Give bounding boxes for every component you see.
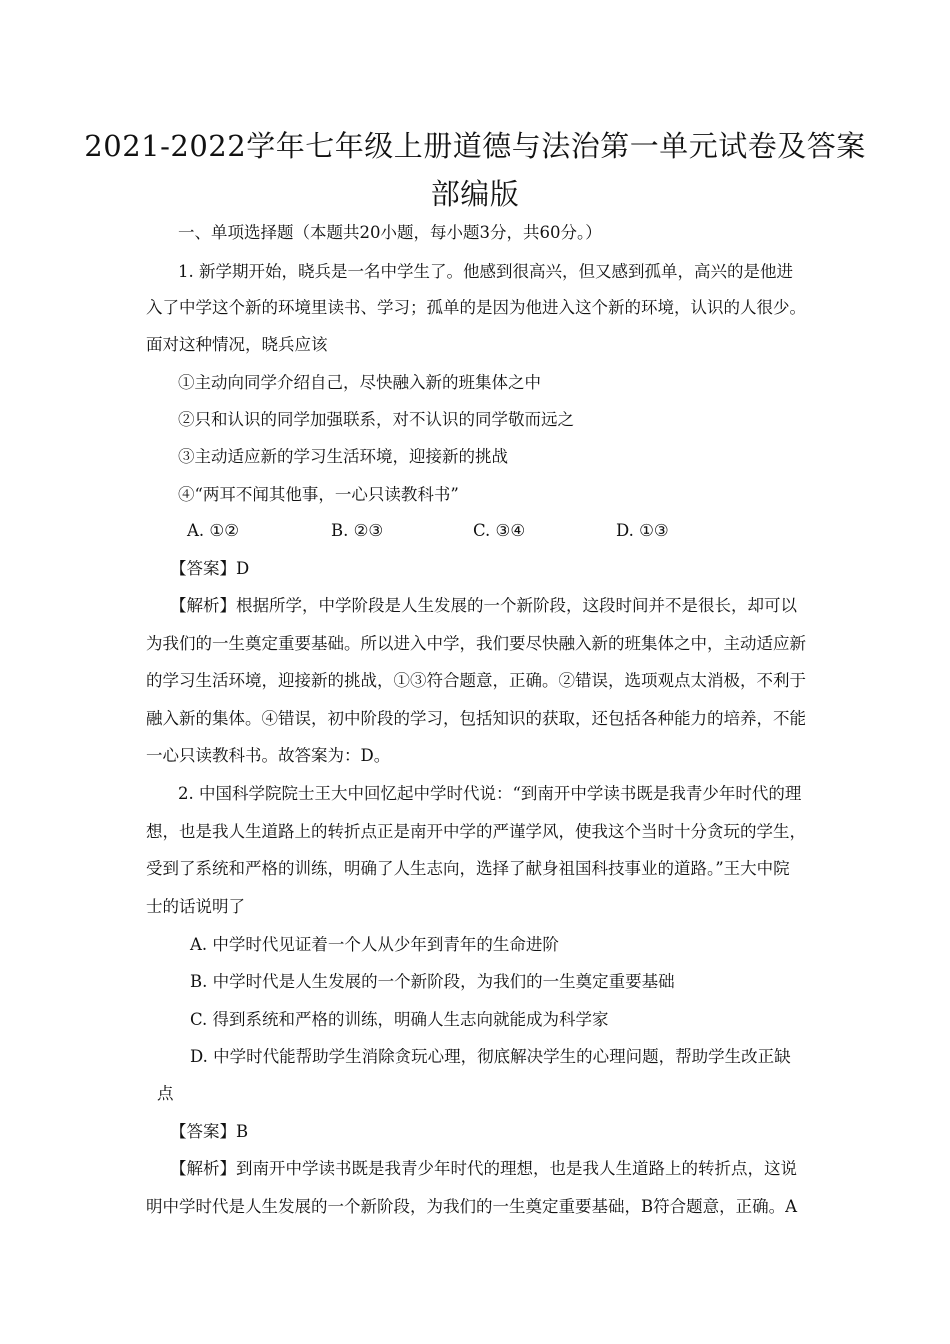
q1-option-a: A. ①② (187, 521, 239, 540)
q1-analysis-line3: 的学习生活环境，迎接新的挑战，①③符合题意，正确。②错误，选项观点太消极，不利于 (146, 671, 806, 690)
q2-option-a: A. 中学时代见证着一个人从少年到青年的生命进阶 (190, 935, 559, 954)
doc-title-line2: 部编版 (430, 177, 520, 211)
q2-option-d-line2: 点 (157, 1084, 174, 1103)
q1-item-2: ②只和认识的同学加强联系，对不认识的同学敬而远之 (178, 410, 574, 429)
q2-option-b: B. 中学时代是人生发展的一个新阶段，为我们的一生奠定重要基础 (190, 972, 675, 991)
q1-option-d: D. ①③ (616, 521, 669, 540)
q1-analysis-line2: 为我们的一生奠定重要基础。所以进入中学，我们要尽快融入新的班集体之中，主动适应新 (146, 634, 806, 653)
q1-item-4: ④“两耳不闻其他事，一心只读教科书” (178, 485, 459, 504)
q1-stem-line3: 面对这种情况，晓兵应该 (146, 335, 328, 354)
q1-analysis-line4: 融入新的集体。④错误，初中阶段的学习，包括知识的获取，还包括各种能力的培养，不能 (146, 709, 806, 728)
q2-stem-line3: 受到了系统和严格的训练，明确了人生志向，选择了献身祖国科技事业的道路。”王大中院 (146, 859, 790, 878)
q2-answer: 【答案】B (170, 1122, 249, 1141)
doc-title-line1: 2021-2022学年七年级上册道德与法治第一单元试卷及答案 (84, 129, 866, 163)
q1-analysis-line5: 一心只读教科书。故答案为：D。 (146, 746, 391, 765)
q2-stem-line4: 士的话说明了 (146, 897, 245, 916)
q2-stem-line2: 想，也是我人生道路上的转折点正是南开中学的严谨学风，使我这个当时十分贪玩的学生， (146, 822, 806, 841)
q1-option-c: C. ③④ (473, 521, 526, 540)
q2-option-d-line1: D. 中学时代能帮助学生消除贪玩心理，彻底解决学生的心理问题，帮助学生改正缺 (190, 1047, 791, 1066)
q1-stem-line1: 1. 新学期开始，晓兵是一名中学生了。他感到很高兴，但又感到孤单，高兴的是他进 (178, 262, 793, 281)
section-heading: 一、单项选择题（本题共20小题，每小题3分，共60分。） (178, 223, 602, 242)
q2-analysis-line2: 明中学时代是人生发展的一个新阶段，为我们的一生奠定重要基础，B符合题意，正确。A (146, 1197, 798, 1216)
q1-analysis-line1: 【解析】根据所学，中学阶段是人生发展的一个新阶段，这段时间并不是很长，却可以 (170, 596, 797, 615)
q1-item-1: ①主动向同学介绍自己，尽快融入新的班集体之中 (178, 373, 541, 392)
q1-answer: 【答案】D (170, 559, 250, 578)
q1-stem-line2: 入了中学这个新的环境里读书、学习；孤单的是因为他进入这个新的环境，认识的人很少。 (146, 298, 806, 317)
q2-stem-line1: 2. 中国科学院院士王大中回忆起中学时代说：“到南开中学读书既是我青少年时代的理 (178, 784, 802, 803)
q2-option-c: C. 得到系统和严格的训练，明确人生志向就能成为科学家 (190, 1010, 609, 1029)
q2-analysis-line1: 【解析】到南开中学读书既是我青少年时代的理想，也是我人生道路上的转折点，这说 (170, 1159, 797, 1178)
q1-option-b: B. ②③ (331, 521, 384, 540)
q1-item-3: ③主动适应新的学习生活环境，迎接新的挑战 (178, 447, 508, 466)
